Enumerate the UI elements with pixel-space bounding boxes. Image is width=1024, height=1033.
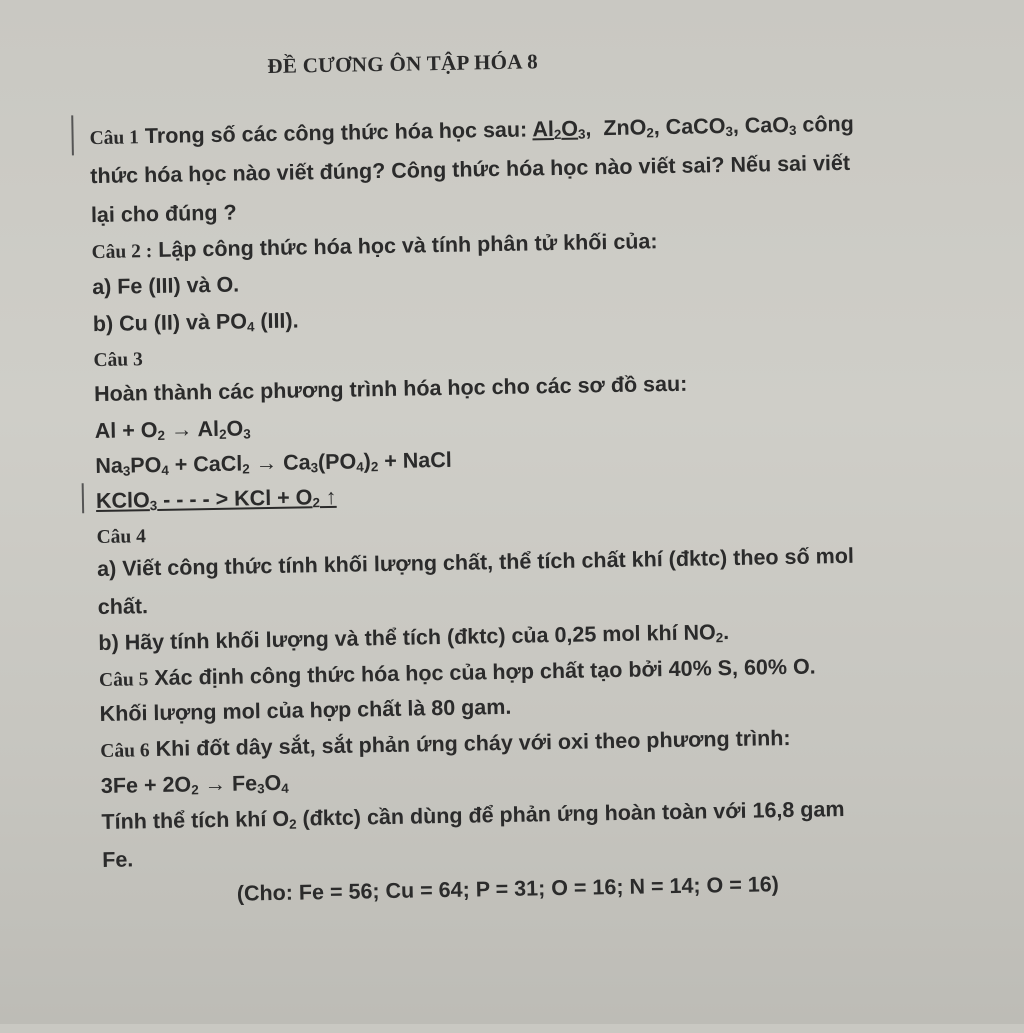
question-2-b: b) Cu (II) và $PO_4$ (III).: [92, 308, 299, 337]
question-4-label: Câu 4: [96, 526, 147, 549]
question-1-text: Trong số các công thức hóa học sau:: [144, 117, 533, 149]
margin-mark-top: [71, 115, 74, 155]
equation-4: $3Fe + 2O_2 \to Fe_3O_4$: [100, 770, 289, 799]
question-1-line-2: thức hóa học nào viết đúng? Công thức hóa học nào viết sai? Nếu sai viết: [90, 150, 851, 189]
question-2-a: a) Fe (III) và O.: [92, 272, 240, 300]
question-5-line-1: [99, 655, 816, 693]
question-5-text: Xác định công thức hóa học của hợp chất tạo bởi 40% S, 60% O.: [154, 654, 816, 691]
question-6-line-2: Tính thể tích khí $O_2$ (đktc) cần dùng để phản ứng hoàn toàn với 16,8 gam: [101, 797, 845, 835]
formula-zno2: ZnO$_2$: [603, 115, 654, 141]
question-4-b: b) Hãy tính khối lượng và thể tích (đktc) của 0,25 mol khí $NO_2$.: [98, 620, 730, 656]
question-1-label: Câu 1: [89, 127, 140, 150]
question-1-line-3: lại cho đúng ?: [90, 200, 237, 228]
question-1-line-1: Câu 1 Trong số các công thức hóa học sau: $Al_2O_3$, ZnO$_2$, CaCO$_3$, CaO$_3$ công: [89, 111, 854, 150]
question-4-a-line-1: a) Viết công thức tính khối lượng chất, thể tích chất khí (đktc) theo số mol: [96, 543, 855, 582]
question-2-text: Lập công thức hóa học và tính phân tử khối của:: [158, 229, 658, 262]
question-3-text: Hoàn thành các phương trình hóa học cho các sơ đồ sau:: [93, 371, 688, 407]
document-title: ĐỀ CƯƠNG ÔN TẬP HÓA 8: [267, 49, 539, 78]
question-4-a-line-2: chất.: [97, 594, 149, 620]
equation-1: $Al + O_2 \to Al_2O_3$: [94, 416, 251, 444]
question-2-line: [91, 229, 657, 264]
question-6-line-1: [100, 726, 791, 763]
given-values: (Cho: Fe = 56; Cu = 64; P = 31; O = 16; N = 14; O = 16): [236, 872, 780, 906]
equation-2: $Na_3PO_4$ + CaCl$_2$ → $Ca_3(PO_4)_2$ + NaCl: [95, 447, 452, 479]
question-5-line-2: Khối lượng mol của hợp chất là 80 gam.: [99, 694, 512, 727]
question-6-line-3: Fe.: [102, 847, 134, 872]
formula-caco3: CaCO$_3$: [665, 114, 734, 140]
question-3-label-line: [93, 346, 143, 372]
formula-al2o3: $Al_2O_3$: [532, 116, 586, 143]
question-6-text: Khi đốt dây sắt, sắt phản ứng cháy với oxi theo phương trình:: [155, 725, 791, 762]
formula-cao3: CaO$_3$: [744, 112, 797, 138]
question-1-tail: công: [802, 111, 854, 137]
question-4-label-line: [96, 523, 146, 549]
equation-3: KClO$_3$ - - - - > KCl + $O_2$ ↑: [95, 484, 337, 514]
question-6-label: Câu 6: [100, 740, 150, 763]
question-5-label: Câu 5: [98, 669, 149, 692]
question-2-label: Câu 2 :: [91, 241, 153, 264]
margin-mark-bottom: [82, 483, 85, 513]
question-3-label: Câu 3: [93, 349, 143, 372]
